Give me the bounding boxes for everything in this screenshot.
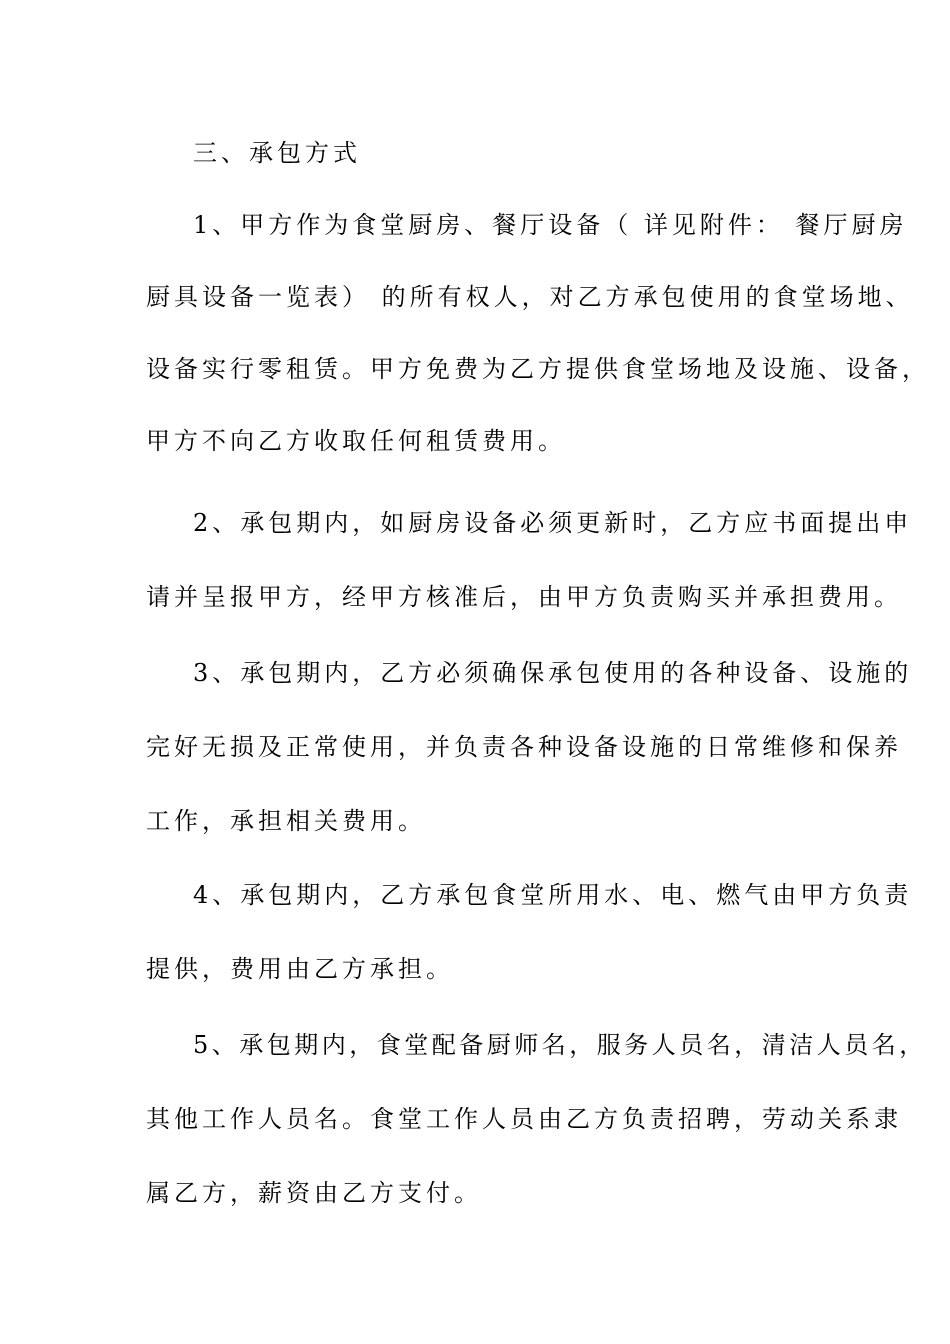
paragraph-5-line-1: 5、承包期内，食堂配备厨师名，服务人员名，清洁人员名， bbox=[193, 1031, 927, 1059]
paragraph-1-line-4: 甲方不向乙方收取任何租赁费用。 bbox=[146, 427, 566, 455]
paragraph-4-line-1: 4、承包期内，乙方承包食堂所用水、电、燃气由甲方负责 bbox=[193, 881, 913, 909]
paragraph-1-line-1: 1、甲方作为食堂厨房、餐厅设备（ 详见附件： 餐厅厨房 bbox=[193, 211, 908, 239]
paragraph-3-line-1: 3、承包期内，乙方必须确保承包使用的各种设备、设施的 bbox=[193, 659, 913, 687]
paragraph-2-line-1: 2、承包期内，如厨房设备必须更新时，乙方应书面提出申 bbox=[193, 509, 913, 537]
section-heading: 三、承包方式 bbox=[193, 139, 361, 167]
paragraph-5-line-3: 属乙方，薪资由乙方支付。 bbox=[146, 1179, 482, 1207]
paragraph-1-line-2: 厨具设备一览表） 的所有权人，对乙方承包使用的食堂场地、 bbox=[146, 283, 914, 311]
paragraph-3-line-2: 完好无损及正常使用，并负责各种设备设施的日常维修和保养 bbox=[146, 733, 902, 761]
paragraph-4-line-2: 提供，费用由乙方承担。 bbox=[146, 955, 454, 983]
paragraph-3-line-3: 工作，承担相关费用。 bbox=[146, 807, 426, 835]
paragraph-1-line-3: 设备实行零租赁。甲方免费为乙方提供食堂场地及设施、设备， bbox=[146, 355, 930, 383]
paragraph-2-line-2: 请并呈报甲方，经甲方核准后，由甲方负责购买并承担费用。 bbox=[146, 583, 902, 611]
paragraph-5-line-2: 其他工作人员名。食堂工作人员由乙方负责招聘，劳动关系隶 bbox=[146, 1105, 902, 1133]
